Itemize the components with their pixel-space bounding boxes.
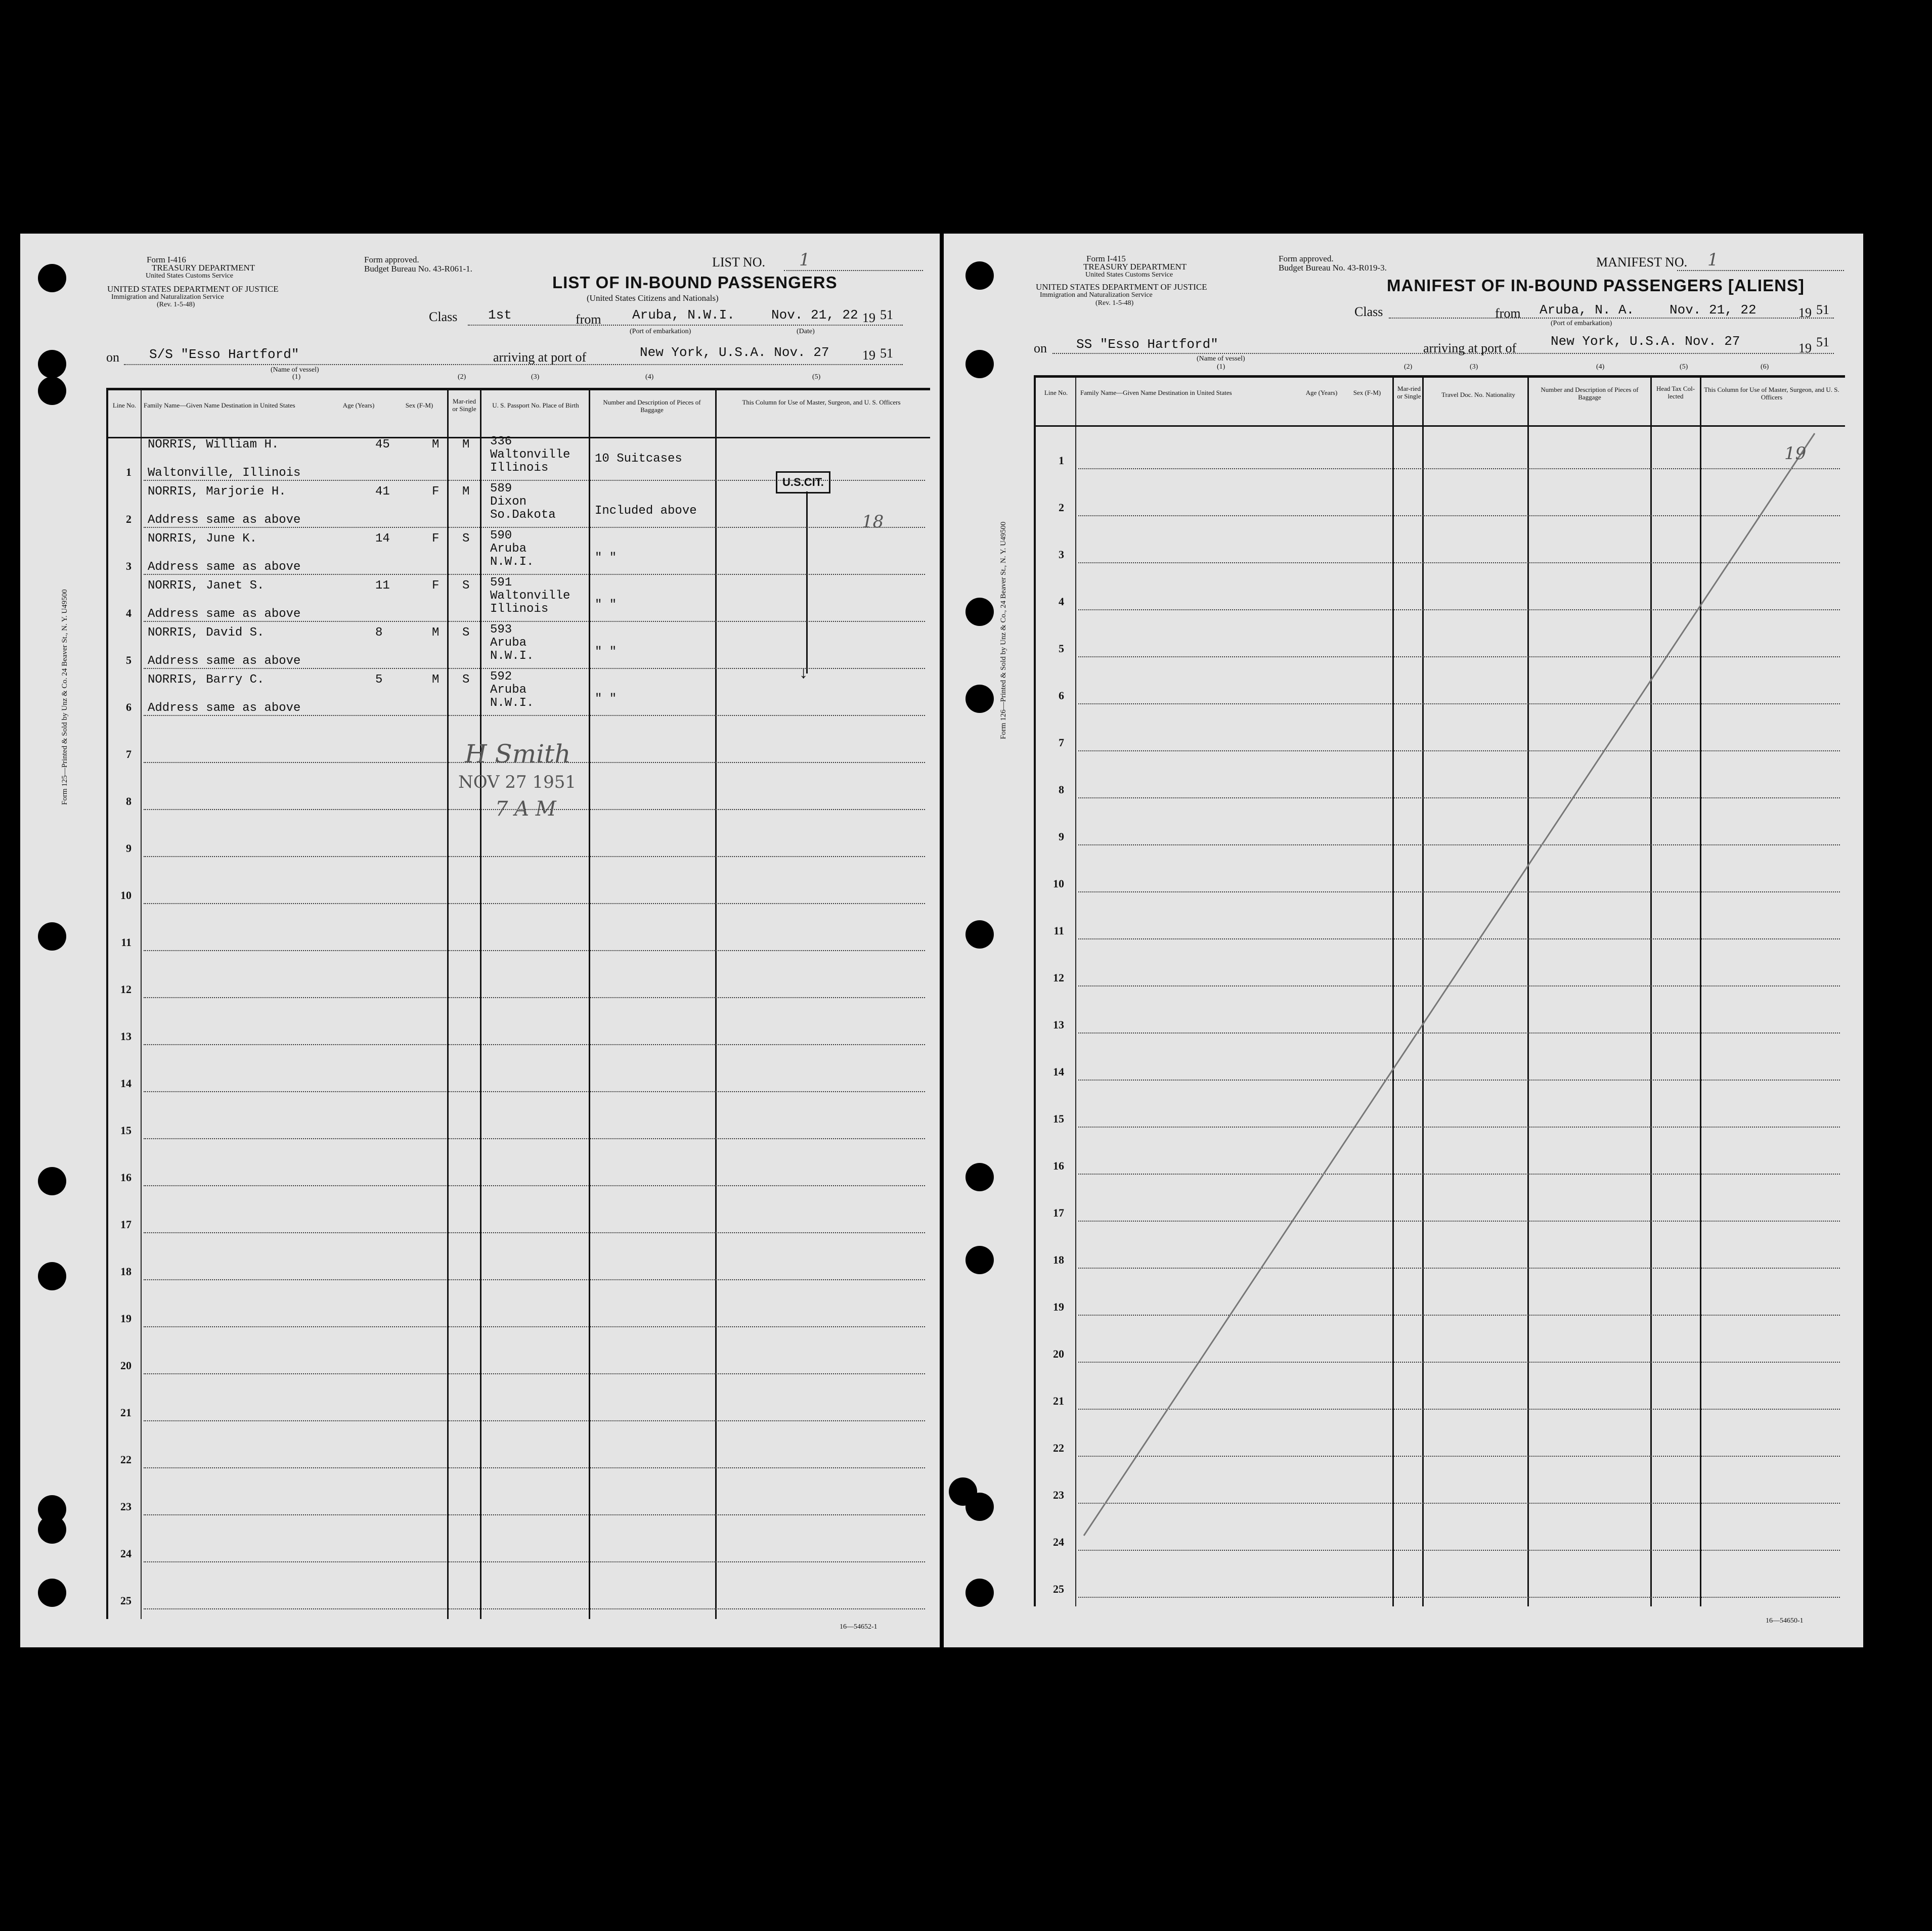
- row-number: 23: [120, 1500, 131, 1513]
- manifest-no-label: MANIFEST NO.: [1596, 255, 1688, 270]
- punch-hole: [965, 1579, 994, 1607]
- footer-code: 16—54650-1: [1766, 1617, 1804, 1625]
- row-number: 16: [1053, 1159, 1064, 1172]
- row-dotted-line: [144, 1138, 925, 1139]
- row-dotted-line: [144, 715, 925, 716]
- passenger-age: 5: [375, 673, 383, 687]
- baggage-description: " ": [595, 692, 617, 706]
- baggage-description: " ": [595, 551, 617, 565]
- passenger-name: NORRIS, June K.: [148, 532, 257, 546]
- side-printer-note: Form 126—Printed & Sold by Unz & Co., 24 Beaver St., N. Y. U49500: [999, 521, 1007, 739]
- row-number: 24: [120, 1547, 131, 1560]
- punch-hole: [38, 922, 66, 951]
- passenger-sex: M: [432, 673, 440, 687]
- row-dotted-line: [144, 1373, 925, 1374]
- row-number: 8: [1059, 783, 1064, 796]
- footer-code: 16—54652-1: [840, 1623, 877, 1631]
- row-number: 11: [121, 936, 131, 949]
- row-number: 4: [126, 607, 131, 619]
- passenger-marital-status: M: [462, 485, 470, 499]
- hdr-line-no: Line No.: [112, 401, 137, 409]
- passenger-destination: Address same as above: [148, 607, 301, 621]
- class-label: Class: [429, 309, 458, 324]
- from-label: from: [576, 312, 601, 327]
- arrival-port: New York, U.S.A. Nov. 27: [1551, 334, 1740, 349]
- officer-note: 19: [1784, 443, 1807, 464]
- dept-customs: United States Customs Service: [1085, 271, 1173, 279]
- row-number: 5: [1059, 642, 1064, 655]
- form-number: Form I-415: [1086, 254, 1126, 263]
- hdr-baggage: Number and Description of Pieces of Baggage: [1541, 386, 1639, 401]
- row-dotted-line: [144, 1608, 925, 1609]
- vessel-name: S/S "Esso Hartford": [149, 347, 299, 362]
- row-number: 18: [120, 1265, 131, 1278]
- punch-hole: [965, 685, 994, 713]
- form-title: MANIFEST OF IN-BOUND PASSENGERS [ALIENS]: [1387, 276, 1805, 295]
- place-of-birth: Illinois: [490, 602, 549, 616]
- place-of-birth: So.Dakota: [490, 508, 556, 522]
- list-no-label: LIST NO.: [712, 255, 765, 270]
- row-number: 17: [120, 1218, 131, 1231]
- side-printer-note: Form 125—Printed & Sold by Unz & Co. 24 Beaver St., N. Y. U49500: [61, 589, 69, 805]
- dept-justice: UNITED STATES DEPARTMENT OF JUSTICE: [1036, 282, 1207, 292]
- passenger-sex: M: [432, 626, 440, 640]
- row-number: 20: [1053, 1348, 1064, 1360]
- row-number: 22: [1053, 1442, 1064, 1454]
- port-caption: (Port of embarkation): [630, 328, 691, 335]
- passport-number: 591: [490, 576, 512, 590]
- row-dotted-line: [144, 574, 925, 575]
- place-of-birth: Illinois: [490, 461, 549, 475]
- row-dotted-line: [144, 1279, 925, 1280]
- passenger-marital-status: M: [462, 438, 470, 452]
- row-number: 10: [1053, 877, 1064, 890]
- place-of-birth: N.W.I.: [490, 696, 534, 710]
- col-num: (3): [1470, 363, 1478, 371]
- form-approved: Form approved.: [364, 255, 419, 264]
- left-form-sheet: [20, 234, 940, 1647]
- baggage-description: 10 Suitcases: [595, 452, 682, 466]
- dept-customs: United States Customs Service: [146, 272, 234, 280]
- col-num: (2): [458, 373, 466, 381]
- form-subtitle: (United States Citizens and Nationals): [587, 293, 719, 303]
- hdr-married: Mar-ried or Single: [1397, 385, 1421, 400]
- hdr-travel-doc: Travel Doc. No. Nationality: [1441, 391, 1515, 398]
- row-number: 13: [1053, 1018, 1064, 1031]
- passenger-destination: Address same as above: [148, 654, 301, 668]
- arriving-label: arriving at port of: [493, 350, 587, 365]
- row-number: 12: [1053, 971, 1064, 984]
- port-caption: (Port of embarkation): [1551, 320, 1612, 327]
- row-dotted-line: [144, 1467, 925, 1468]
- revision: (Rev. 1-5-48): [1095, 299, 1134, 307]
- hdr-name: Family Name—Given Name Destination in United States: [144, 401, 295, 409]
- row-dotted-line: [144, 1420, 925, 1421]
- passenger-destination: Address same as above: [148, 701, 301, 715]
- row-number: 13: [120, 1030, 131, 1043]
- hdr-head-tax: Head Tax Col-lected: [1656, 385, 1695, 400]
- form-approved: Form approved.: [1279, 254, 1334, 263]
- row-number: 4: [1059, 595, 1064, 608]
- place-of-birth: Aruba: [490, 636, 527, 650]
- place-of-birth: Waltonville: [490, 448, 570, 462]
- row-number: 10: [120, 889, 131, 902]
- row-dotted-line: [144, 668, 925, 669]
- row-number: 14: [1053, 1065, 1064, 1078]
- punch-hole: [38, 1262, 66, 1290]
- passenger-sex: M: [432, 438, 440, 452]
- arrival-year-prefix: 19: [1798, 341, 1812, 355]
- void-diagonal-line: [1036, 378, 1845, 1606]
- inspection-date-stamp: NOV 27 1951: [458, 772, 576, 792]
- row-number: 2: [126, 513, 131, 525]
- baggage-description: Included above: [595, 504, 697, 518]
- passenger-age: 8: [375, 626, 383, 640]
- on-label: on: [1034, 341, 1047, 355]
- passenger-destination: Waltonville, Illinois: [148, 466, 301, 480]
- row-number: 8: [126, 795, 131, 807]
- punch-hole: [965, 1163, 994, 1191]
- passenger-table: [106, 388, 930, 1619]
- passenger-sex: F: [432, 485, 440, 499]
- passenger-name: NORRIS, Barry C.: [148, 673, 265, 687]
- punch-hole: [38, 1579, 66, 1607]
- passenger-destination: Address same as above: [148, 513, 301, 527]
- row-dotted-line: [144, 1044, 925, 1045]
- arrival-year: 51: [1816, 335, 1829, 349]
- hdr-age: Age (Years): [342, 401, 375, 409]
- from-value: Aruba, N.W.I.: [632, 307, 735, 323]
- dept-justice: UNITED STATES DEPARTMENT OF JUSTICE: [107, 284, 279, 294]
- year-prefix: 19: [1798, 305, 1812, 320]
- year-suffix: 51: [880, 307, 893, 322]
- officer-arrow-line: [806, 491, 808, 673]
- passenger-sex: F: [432, 579, 440, 593]
- row-number: 22: [120, 1453, 131, 1466]
- inspection-time: 7 A M: [495, 797, 556, 821]
- passenger-table: [1034, 375, 1845, 1606]
- row-number: 21: [1053, 1395, 1064, 1407]
- passport-number: 593: [490, 623, 512, 637]
- row-number: 7: [126, 748, 131, 760]
- col-num: (2): [1404, 363, 1413, 371]
- row-number: 25: [120, 1594, 131, 1607]
- baggage-description: " ": [595, 598, 617, 612]
- officer-note: 18: [862, 512, 884, 532]
- row-number: 17: [1053, 1206, 1064, 1219]
- hdr-officers: This Column for Use of Master, Surgeon, and U. S. Officers: [1704, 386, 1839, 401]
- place-of-birth: Aruba: [490, 683, 527, 697]
- punch-hole: [38, 264, 66, 292]
- passenger-age: 14: [375, 532, 390, 546]
- dept-immigration: Immigration and Naturalization Service: [1040, 291, 1153, 299]
- manifest-no-value: 1: [1707, 250, 1719, 270]
- from-date: Nov. 21, 22: [1670, 302, 1757, 318]
- row-number: 6: [126, 701, 131, 713]
- col-num: (3): [531, 373, 540, 381]
- row-number: 12: [120, 983, 131, 996]
- passenger-name: NORRIS, Janet S.: [148, 579, 265, 593]
- row-number: 2: [1059, 501, 1064, 514]
- punch-hole: [965, 598, 994, 626]
- row-dotted-line: [144, 1185, 925, 1186]
- hdr-baggage: Number and Description of Pieces of Baggage: [603, 398, 701, 414]
- punch-hole: [38, 377, 66, 405]
- punch-hole: [38, 1515, 66, 1544]
- punch-hole: [38, 350, 66, 378]
- row-number: 7: [1059, 736, 1064, 749]
- passenger-age: 41: [375, 485, 390, 499]
- place-of-birth: Dixon: [490, 495, 527, 509]
- row-number: 18: [1053, 1253, 1064, 1266]
- punch-hole: [965, 261, 994, 290]
- row-number: 23: [1053, 1489, 1064, 1501]
- row-number: 9: [126, 842, 131, 855]
- row-dotted-line: [144, 856, 925, 857]
- passenger-name: NORRIS, Marjorie H.: [148, 485, 286, 499]
- us-citizen-stamp: U.S.CIT.: [776, 471, 830, 493]
- passenger-destination: Address same as above: [148, 560, 301, 574]
- punch-hole: [38, 1167, 66, 1195]
- row-dotted-line: [144, 621, 925, 622]
- class-label: Class: [1354, 304, 1383, 319]
- hdr-line-no: Line No.: [1044, 389, 1068, 396]
- passport-number: 336: [490, 435, 512, 448]
- row-number: 25: [1053, 1583, 1064, 1595]
- passport-number: 592: [490, 670, 512, 684]
- hdr-sex: Sex (F-M): [1353, 389, 1381, 396]
- row-dotted-line: [144, 1561, 925, 1562]
- row-number: 3: [126, 560, 131, 572]
- row-number: 1: [1059, 454, 1064, 467]
- vessel-caption: (Name of vessel): [271, 366, 319, 374]
- punch-hole: [965, 1493, 994, 1521]
- hdr-sex: Sex (F-M): [405, 401, 433, 409]
- budget-bureau: Budget Bureau No. 43-R061-1.: [364, 264, 472, 274]
- dept-treasury: TREASURY DEPARTMENT: [1083, 262, 1187, 272]
- passenger-marital-status: S: [462, 579, 470, 593]
- passenger-name: NORRIS, David S.: [148, 626, 265, 640]
- arrival-port: New York, U.S.A. Nov. 27: [640, 345, 829, 360]
- row-dotted-line: [144, 1326, 925, 1327]
- hdr-married: Mar-ried or Single: [452, 397, 476, 413]
- arrival-year: 51: [880, 346, 893, 361]
- year-suffix: 51: [1816, 302, 1829, 317]
- year-prefix: 19: [862, 310, 875, 325]
- passenger-marital-status: S: [462, 626, 470, 640]
- row-dotted-line: [144, 997, 925, 998]
- col-num: (4): [645, 373, 654, 381]
- row-number: 15: [1053, 1112, 1064, 1125]
- passport-number: 590: [490, 529, 512, 543]
- arriving-label: arriving at port of: [1423, 341, 1517, 355]
- col-num: (5): [812, 373, 821, 381]
- row-dotted-line: [144, 903, 925, 904]
- passport-number: 589: [490, 482, 512, 496]
- form-title: LIST OF IN-BOUND PASSENGERS: [552, 273, 838, 292]
- row-number: 11: [1053, 924, 1064, 937]
- dept-treasury: TREASURY DEPARTMENT: [152, 263, 255, 273]
- from-date: Nov. 21, 22: [771, 307, 858, 323]
- place-of-birth: N.W.I.: [490, 649, 534, 663]
- form-number: Form I-416: [147, 255, 186, 264]
- row-number: 20: [120, 1359, 131, 1372]
- col-num: (1): [1217, 363, 1225, 371]
- row-number: 24: [1053, 1536, 1064, 1548]
- from-value: Aruba, N. A.: [1540, 302, 1635, 318]
- baggage-description: " ": [595, 645, 617, 659]
- row-number: 3: [1059, 548, 1064, 561]
- hdr-age: Age (Years): [1305, 389, 1338, 396]
- col-num: (5): [1680, 363, 1688, 371]
- row-number: 14: [120, 1077, 131, 1090]
- class-value: 1st: [488, 307, 512, 323]
- row-number: 15: [120, 1124, 131, 1137]
- row-number: 21: [120, 1406, 131, 1419]
- row-number: 5: [126, 654, 131, 666]
- place-of-birth: Aruba: [490, 542, 527, 556]
- passenger-sex: F: [432, 532, 440, 546]
- passenger-name: NORRIS, William H.: [148, 438, 279, 452]
- officer-signature: H Smith: [465, 739, 571, 769]
- row-number: 16: [120, 1171, 131, 1184]
- hdr-name: Family Name—Given Name Destination in United States: [1080, 389, 1232, 396]
- col-num: (1): [292, 373, 301, 381]
- passenger-marital-status: S: [462, 673, 470, 687]
- row-dotted-line: [144, 950, 925, 951]
- row-number: 9: [1059, 830, 1064, 843]
- row-number: 19: [1053, 1300, 1064, 1313]
- punch-hole: [965, 1246, 994, 1274]
- revision: (Rev. 1-5-48): [157, 301, 195, 308]
- place-of-birth: Waltonville: [490, 589, 570, 603]
- place-of-birth: N.W.I.: [490, 555, 534, 569]
- arrow-down-icon: ↓: [799, 663, 808, 682]
- passenger-age: 45: [375, 438, 390, 452]
- row-dotted-line: [144, 1232, 925, 1233]
- punch-hole: [965, 920, 994, 949]
- hdr-passport: U. S. Passport No. Place of Birth: [492, 401, 579, 409]
- vessel-name: SS "Esso Hartford": [1076, 337, 1218, 352]
- budget-bureau: Budget Bureau No. 43-R019-3.: [1279, 263, 1387, 273]
- row-number: 19: [120, 1312, 131, 1325]
- punch-hole: [965, 350, 994, 378]
- hdr-officers: This Column for Use of Master, Surgeon, and U. S. Officers: [742, 398, 901, 406]
- on-label: on: [106, 350, 119, 365]
- row-dotted-line: [144, 1514, 925, 1515]
- row-number: 6: [1059, 689, 1064, 702]
- col-num: (4): [1596, 363, 1605, 371]
- date-caption: (Date): [797, 328, 815, 335]
- passenger-age: 11: [375, 579, 390, 593]
- row-number: 1: [126, 466, 131, 478]
- vessel-caption: (Name of vessel): [1197, 355, 1245, 363]
- row-dotted-line: [144, 527, 925, 528]
- passenger-marital-status: S: [462, 532, 470, 546]
- dept-immigration: Immigration and Naturalization Service: [111, 293, 224, 301]
- arrival-year-prefix: 19: [862, 348, 875, 363]
- list-no-value: 1: [799, 250, 810, 270]
- from-label: from: [1495, 306, 1521, 321]
- col-num: (6): [1761, 363, 1769, 371]
- right-form-sheet: [944, 234, 1863, 1647]
- row-dotted-line: [144, 1091, 925, 1092]
